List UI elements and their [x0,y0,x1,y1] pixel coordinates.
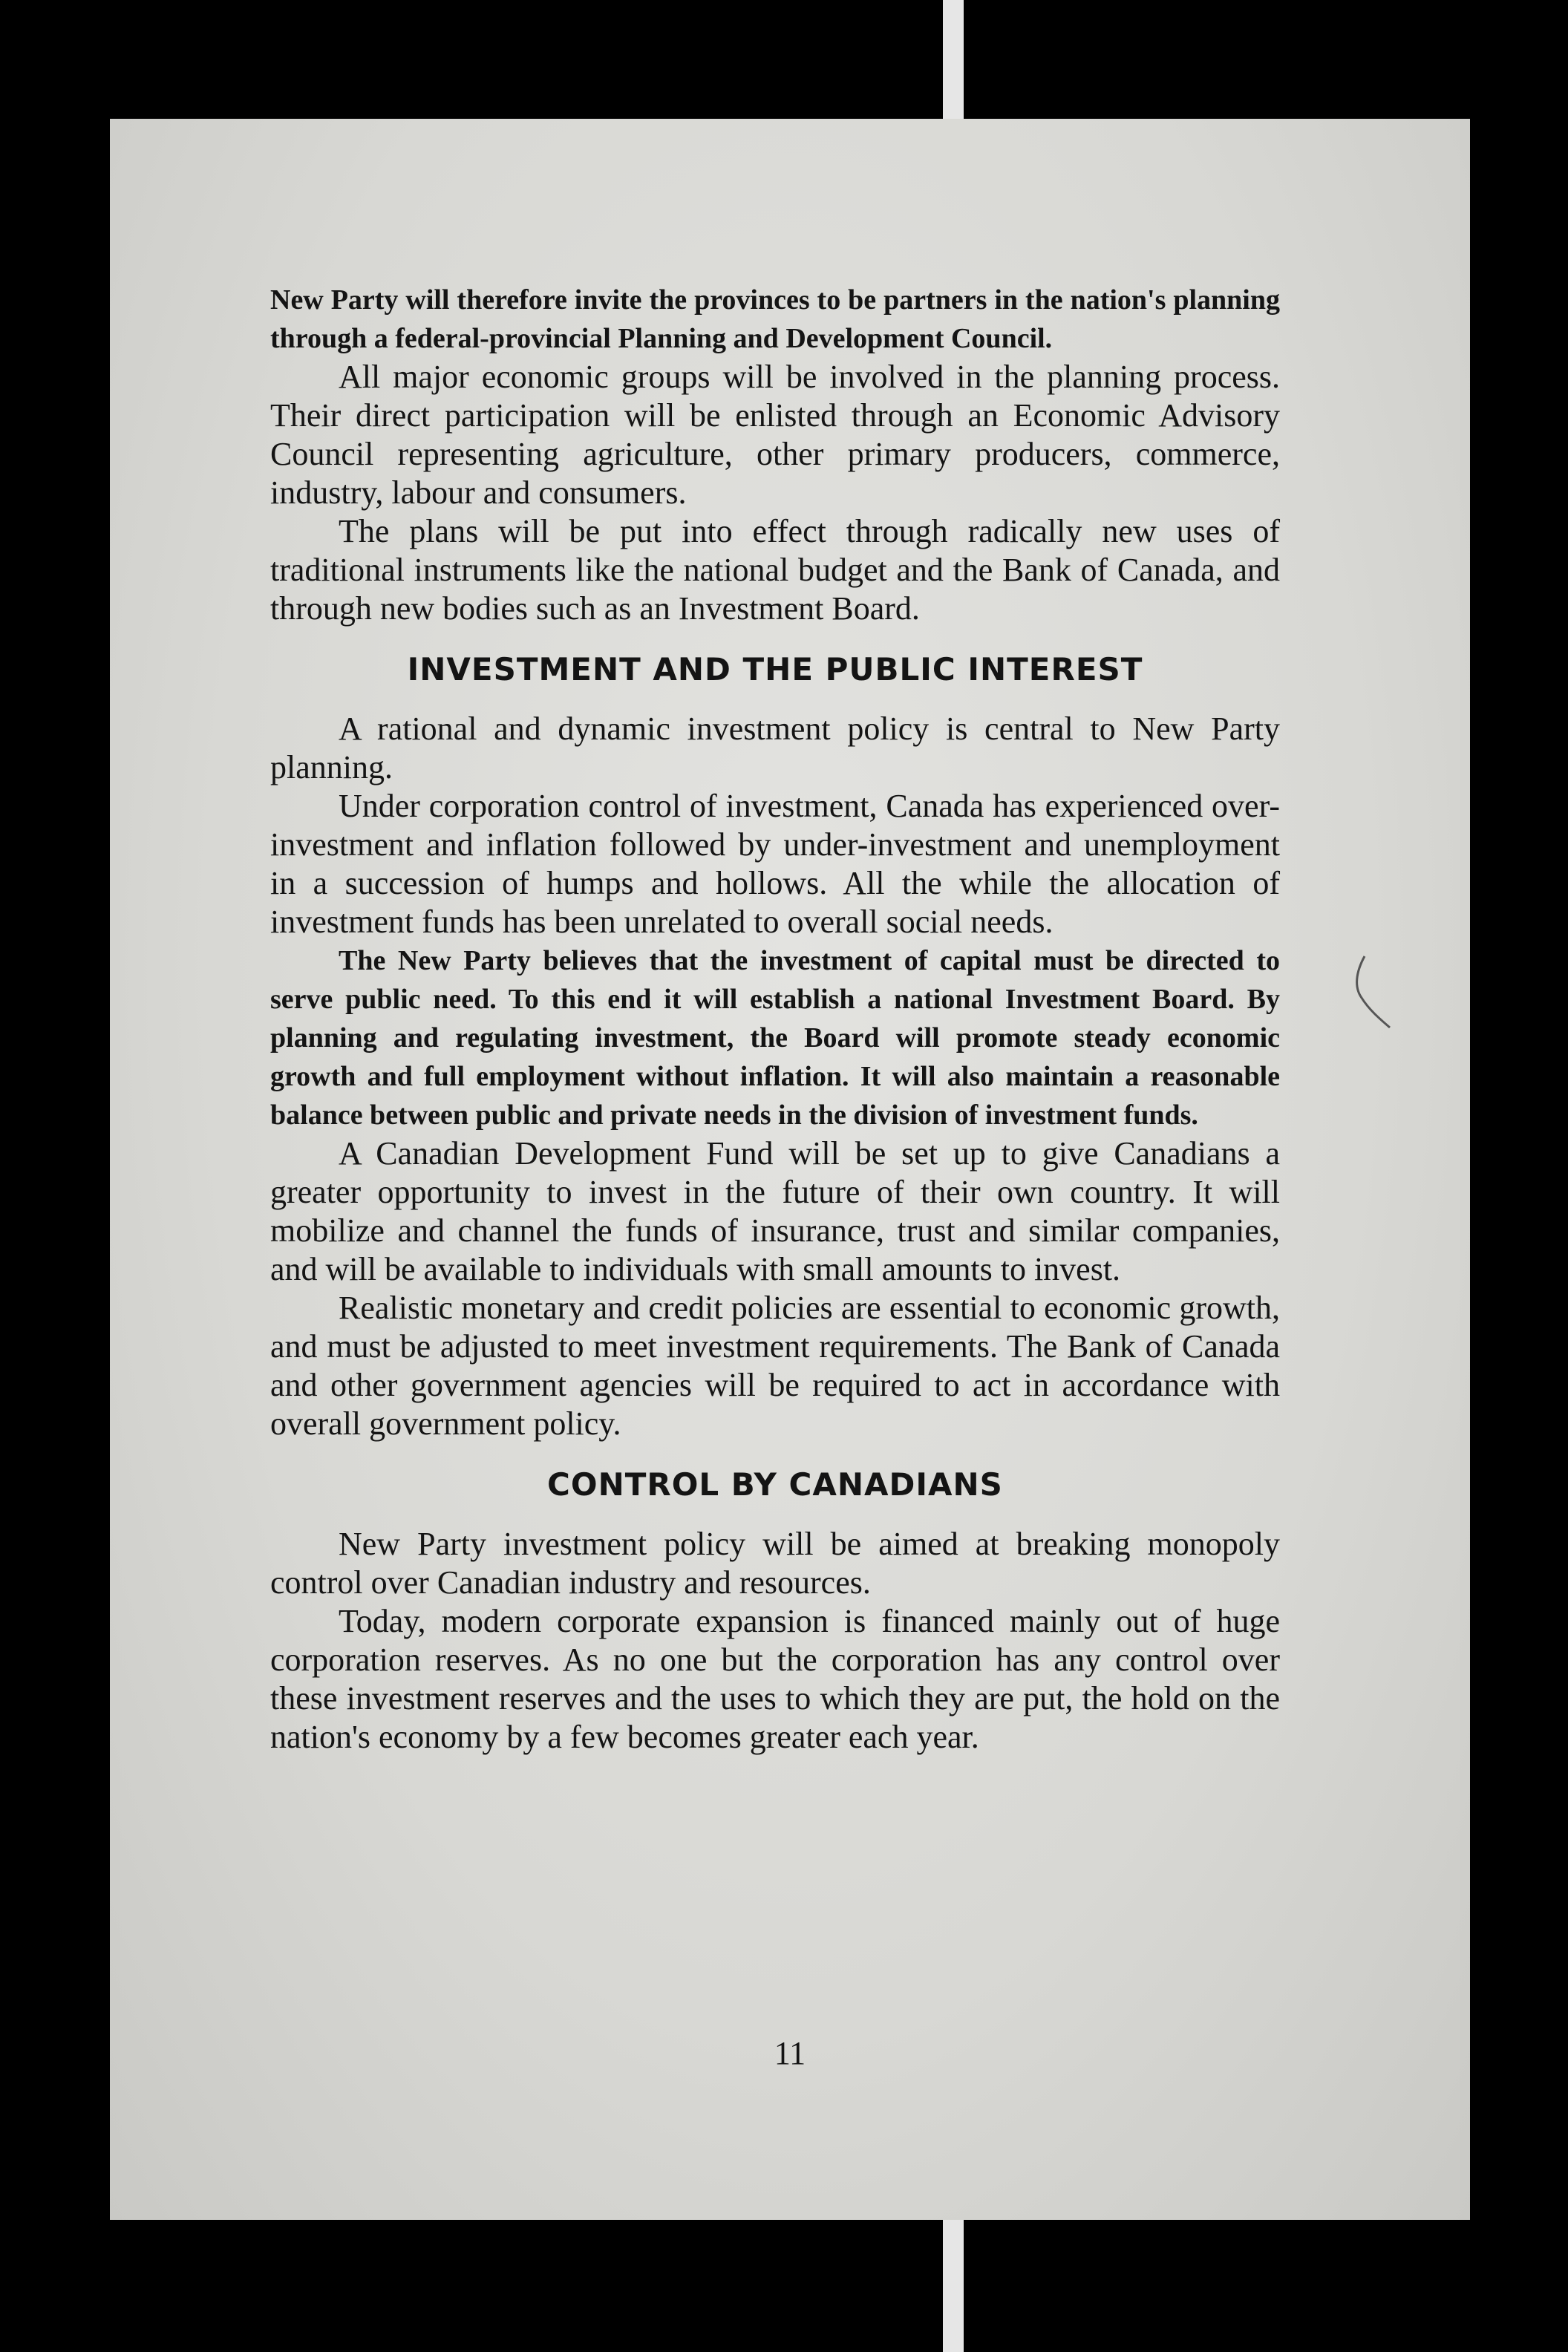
binding-strip-bottom [943,2220,964,2352]
paragraph-planning-council: New Party will therefore invite the provinces to be partners in the nation's planning through a federal-provincial Planning and Development Council. [270,284,1280,354]
paragraph-plans-effect: The plans will be put into effect through radically new uses of traditional instruments like the national budget and the Bank of Canada, and through new bodies such as an Investment Board. [270,513,1280,627]
document-page [110,119,1470,2220]
paragraph-investment-board: The New Party believes that the investment of capital must be directed to serve public need. To this end it will establish a national Investment Board. By planning and regulating investment, the Board will promote steady economic growth and full employment without inflation. It will also maintain a reasonable balance between public and private needs in the division of investment funds. [270,945,1280,1131]
paragraph-investment-policy: A rational and dynamic investment policy is central to New Party planning. [270,710,1280,785]
paragraph-development-fund: A Canadian Development Fund will be set up to give Canadians a greater opportunity to invest in the future of their own country. It will mobilize and channel the funds of insurance, trust and similar companies, and will be available to individuals with small amounts to invest. [270,1135,1280,1287]
paragraph-corporate-reserves: Today, modern corporate expansion is financed mainly out of huge corporation reserves. As no one but the corporation has any control over these investment reserves and the uses to which they are put, the hold on the nation's economy by a few becomes greater each year. [270,1603,1280,1755]
paragraph-monopoly-control: New Party investment policy will be aimed at breaking monopoly control over Canadian industry and resources. [270,1526,1280,1601]
paragraph-economic-groups: All major economic groups will be involved in the planning process. Their direct participation will be enlisted through an Economic Advisory Council representing agriculture, other primary producers, commerce, industry, labour and consumers. [270,359,1280,511]
heading-control-by-canadians: CONTROL BY CANADIANS [547,1466,1003,1503]
page-number: 11 [774,2035,806,2071]
paragraph-monetary-policy: Realistic monetary and credit policies are essential to economic growth, and must be adjusted to meet investment requirements. The Bank of Canada and other government agencies will be required to act in accordance with overall government policy. [270,1290,1280,1442]
paragraph-corporation-control: Under corporation control of investment, Canada has experienced over-investment and inflation followed by under-investment and unemployment in a succession of humps and hollows. All the while the allocation of investment funds has been unrelated to overall social needs. [270,788,1280,940]
pencil-margin-mark [1350,950,1394,1032]
binding-strip-top [943,0,964,131]
heading-investment-public-interest: INVESTMENT AND THE PUBLIC INTEREST [407,651,1143,687]
body-text [270,281,1280,1757]
